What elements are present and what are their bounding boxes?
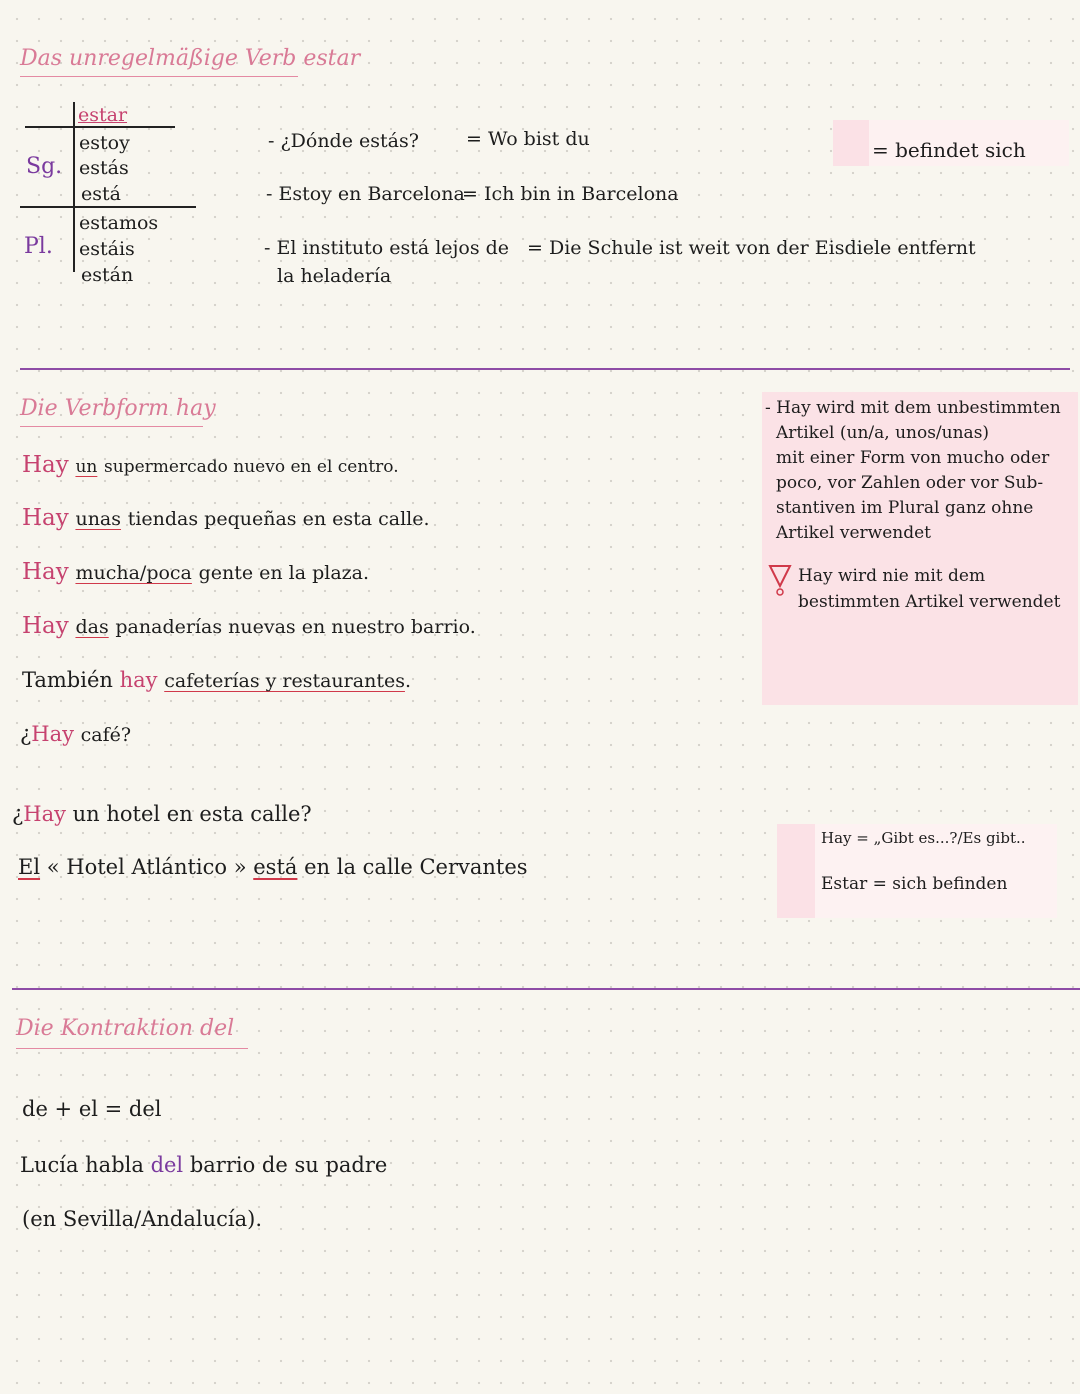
rule-line: poco, vor Zahlen oder vor Sub- (776, 473, 1044, 493)
hay-sentence (22, 452, 399, 478)
sentence-rest: panaderías nuevas en nuestro barrio. (115, 616, 476, 638)
example-de: = Die Schule ist weit von der Eisdiele entfernt (527, 237, 976, 259)
conj-form: estoy (79, 132, 130, 154)
plural-label: Pl. (24, 234, 53, 259)
marked-word: cafeterías y restaurantes (164, 670, 405, 692)
example-de: = Ich bin in Barcelona (462, 183, 679, 205)
hay-sentence (22, 505, 430, 531)
sentence-end: barrio de su padre (189, 1153, 388, 1177)
warning-line: bestimmten Artikel verwendet (798, 592, 1061, 612)
sentence-rest: tiendas pequeñas en esta calle. (127, 508, 430, 530)
del-word: del (150, 1153, 184, 1177)
note-estar: = befindet sich (872, 138, 1026, 162)
summary-hay: Hay = „Gibt es...?/Es gibt.. (821, 829, 1026, 847)
hay-word: Hay (23, 802, 66, 826)
hay-question (12, 802, 312, 826)
contraction-formula: de + el = del (22, 1097, 162, 1121)
esta-word: está (253, 855, 298, 879)
summary-estar: Estar = sich befinden (821, 874, 1008, 894)
section-divider (20, 368, 1070, 370)
hay-word: Hay (22, 613, 69, 639)
hay-sentence (22, 613, 476, 639)
hay-sentence (22, 559, 369, 585)
title-underline (20, 76, 298, 77)
del-example-cont: (en Sevilla/Andalucía). (22, 1207, 263, 1231)
section-title-estar: Das unregelmäßige Verb estar (20, 46, 361, 71)
tambien-sentence (22, 668, 411, 692)
marked-word: mucha/poca (75, 562, 192, 584)
title-underline (20, 426, 203, 427)
table-header: estar (78, 104, 128, 126)
question-mark: ¿ (20, 722, 32, 746)
warning-line: Hay wird nie mit dem (798, 566, 986, 586)
question-mark: ¿ (12, 802, 24, 826)
sentence-end: . (404, 670, 411, 692)
sentence-part: en la calle Cervantes (304, 855, 528, 879)
marked-word: un (75, 457, 98, 477)
sentence-rest: supermercado nuevo en el centro. (104, 457, 399, 477)
sentence-part: « Hotel Atlántico » (46, 855, 247, 879)
sentence-rest: gente en la plaza. (198, 562, 370, 584)
conj-form: estás (79, 157, 129, 179)
marked-word: unas (75, 508, 122, 530)
hay-question (20, 722, 131, 746)
marked-word: das (75, 616, 109, 638)
rule-line: mit einer Form von mucho oder (776, 448, 1050, 468)
section-title-hay: Die Verbform hay (20, 396, 216, 421)
title-underline (16, 1048, 248, 1049)
hay-word: Hay (22, 452, 69, 478)
example-de: = Wo bist du (466, 128, 590, 150)
conj-form: están (81, 264, 134, 286)
warning-icon (768, 564, 792, 598)
rule-line: Artikel (un/a, unos/unas) (776, 423, 990, 443)
sentence-rest: café? (80, 724, 132, 746)
example-es: - Estoy en Barcelona (266, 183, 465, 205)
conj-form: estamos (79, 212, 159, 234)
example-es: - ¿Dónde estás? (268, 130, 419, 152)
singular-label: Sg. (26, 154, 63, 179)
section-title-del: Die Kontraktion del (16, 1016, 235, 1041)
rule-line: - Hay wird mit dem unbestimmten (765, 398, 1061, 418)
estar-answer (18, 855, 528, 879)
conj-form: está (81, 183, 121, 205)
section-divider (12, 988, 1080, 990)
hay-word: Hay (22, 505, 69, 531)
hay-word: Hay (31, 722, 74, 746)
article-el: El (18, 855, 41, 879)
sentence-start: También (22, 668, 113, 692)
example-es: - El instituto está lejos de (264, 237, 510, 259)
rule-line: Artikel verwendet (776, 523, 932, 543)
sentence-start: Lucía habla (20, 1153, 144, 1177)
rule-line: stantiven im Plural ganz ohne (776, 498, 1034, 518)
sentence-rest: un hotel en esta calle? (72, 802, 312, 826)
hay-word: Hay (22, 559, 69, 585)
del-example (20, 1153, 387, 1177)
conj-form: estáis (79, 238, 135, 260)
example-es-cont: la heladería (277, 265, 392, 287)
hay-word: hay (119, 668, 158, 692)
